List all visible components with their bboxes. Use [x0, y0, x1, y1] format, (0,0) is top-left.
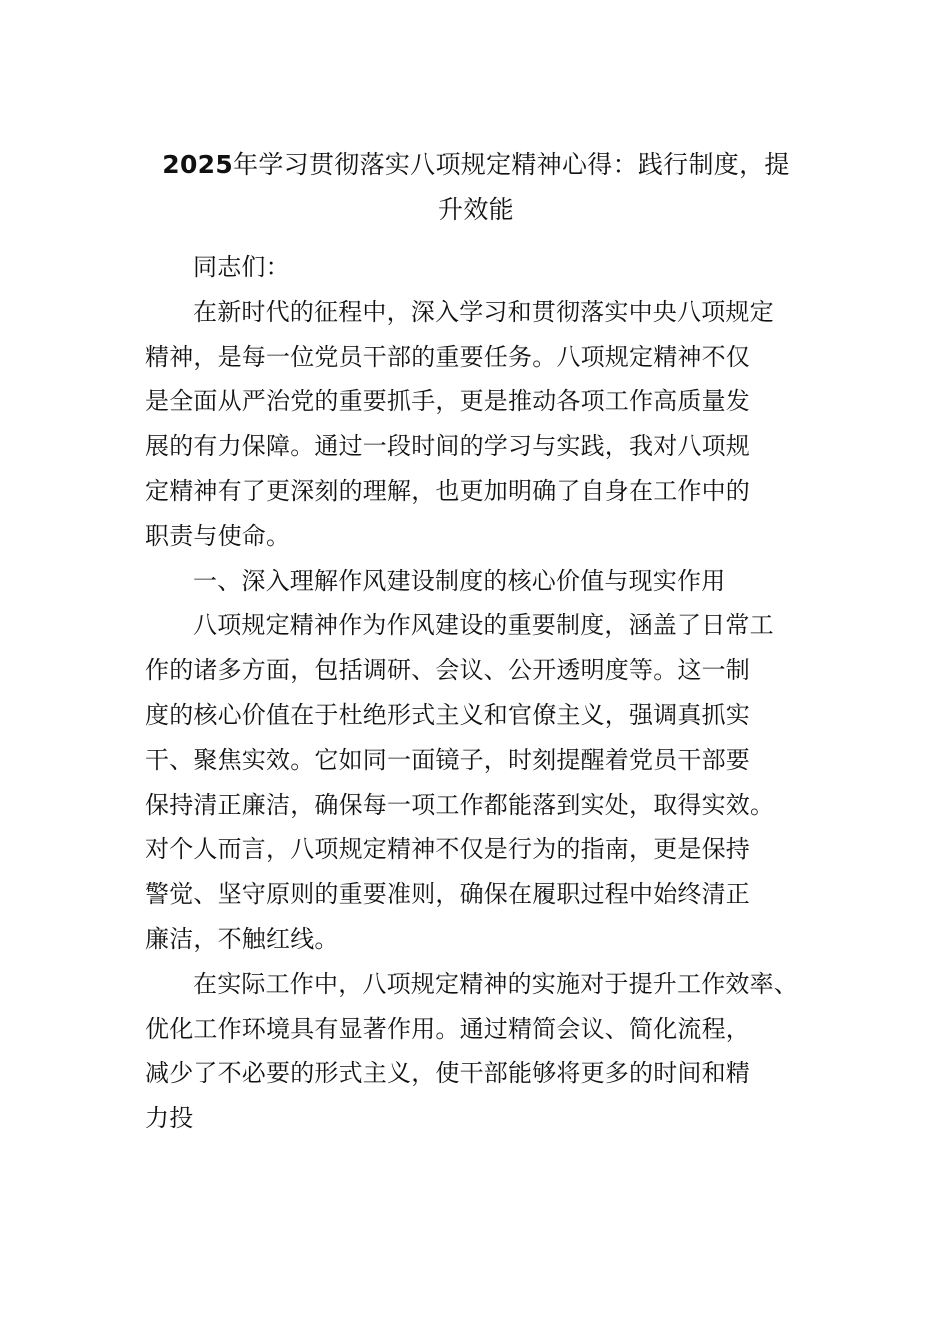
paragraph-practice [145, 962, 807, 1141]
section-heading-1 [145, 559, 807, 604]
paragraph-line: 减少了不必要的形式主义，使干部能够将更多的时间和精 [145, 1059, 750, 1088]
salutation [145, 245, 807, 290]
salutation-text: 同志们： [193, 253, 290, 281]
paragraph-line: 八项规定精神作为作风建设的重要制度，涵盖了日常工 [193, 611, 774, 640]
paragraph-line: 职责与使命。 [145, 521, 291, 550]
paragraph-line: 是全面从严治党的重要抓手，更是推动各项工作高质量发 [145, 387, 750, 416]
paragraph-line: 优化工作环境具有显著作用。通过精简会议、简化流程， [145, 1014, 750, 1043]
document-body [145, 245, 807, 1141]
title-year: 2025 [162, 150, 234, 179]
paragraph-section-1 [145, 603, 807, 961]
paragraph-line: 度的核心价值在于杜绝形式主义和官僚主义，强调真抓实 [145, 700, 750, 729]
paragraph-line: 对个人而言，八项规定精神不仅是行为的指南，更是保持 [145, 835, 750, 864]
title-line-2: 升效能 [438, 195, 514, 224]
paragraph-line: 作的诸多方面，包括调研、会议、公开透明度等。这一制 [145, 656, 750, 685]
paragraph-line: 干、聚焦实效。它如同一面镜子，时刻提醒着党员干部要 [145, 745, 750, 774]
document-title [145, 142, 807, 232]
section-heading-text: 一、深入理解作风建设制度的核心价值与现实作用 [193, 566, 726, 595]
paragraph-line: 精神，是每一位党员干部的重要任务。八项规定精神不仅 [145, 342, 750, 371]
paragraph-line: 保持清正廉洁，确保每一项工作都能落到实处，取得实效。 [145, 790, 775, 819]
paragraph-line: 廉洁，不触红线。 [145, 924, 339, 953]
paragraph-intro [145, 290, 807, 559]
paragraph-line: 展的有力保障。通过一段时间的学习与实践，我对八项规 [145, 432, 750, 461]
paragraph-line: 定精神有了更深刻的理解，也更加明确了自身在工作中的 [145, 476, 750, 505]
paragraph-line: 在实际工作中，八项规定精神的实施对于提升工作效率、 [193, 969, 798, 998]
title-line-1: 年学习贯彻落实八项规定精神心得：践行制度，提 [233, 150, 790, 179]
paragraph-line: 力投 [145, 1104, 194, 1133]
paragraph-line: 在新时代的征程中，深入学习和贯彻落实中央八项规定 [193, 297, 774, 326]
paragraph-line: 警觉、坚守原则的重要准则，确保在履职过程中始终清正 [145, 880, 750, 909]
